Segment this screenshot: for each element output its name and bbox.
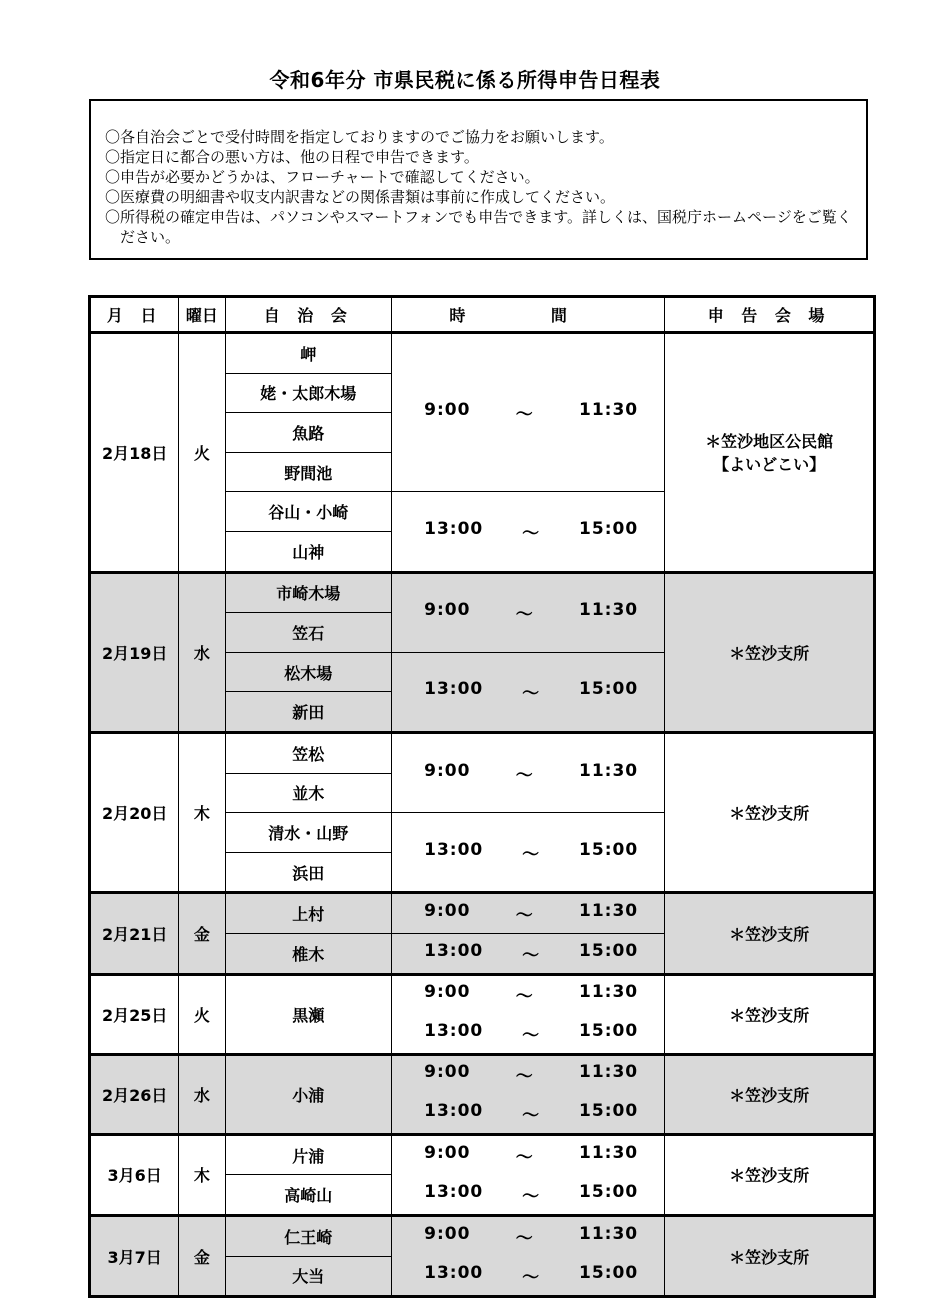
time-start: 13:00 bbox=[424, 679, 484, 700]
weekday-cell: 木 bbox=[179, 732, 225, 892]
venue-cell: ＊笠沙支所 bbox=[665, 1134, 875, 1215]
assoc-cell: 松木場 bbox=[225, 652, 392, 692]
time-start: 9:00 bbox=[424, 1224, 471, 1245]
table-row bbox=[90, 1134, 875, 1175]
time-dash: ～ bbox=[515, 906, 534, 927]
venue-cell: ＊笠沙支所 bbox=[665, 572, 875, 732]
date-cell: 2月19日 bbox=[90, 572, 179, 732]
note-text: 指定日に都合の悪い方は、他の日程で申告できます。 bbox=[120, 148, 479, 166]
weekday-cell: 木 bbox=[179, 1134, 225, 1215]
venue-cell: ＊笠沙支所 bbox=[665, 893, 875, 974]
time-cell bbox=[392, 1014, 665, 1054]
time-dash: ～ bbox=[522, 1106, 541, 1127]
time-cell bbox=[392, 813, 665, 893]
assoc-cell: 笠石 bbox=[225, 613, 392, 653]
date-cell: 3月7日 bbox=[90, 1216, 179, 1297]
time-end: 15:00 bbox=[579, 940, 639, 961]
time-cell bbox=[392, 1175, 665, 1216]
time-dash: ～ bbox=[522, 844, 541, 865]
circle-mark: 〇 bbox=[105, 128, 121, 146]
time-end: 15:00 bbox=[579, 1263, 639, 1284]
circle-mark: 〇 bbox=[105, 188, 121, 206]
assoc-cell: 野間池 bbox=[225, 452, 392, 492]
time-dash: ～ bbox=[522, 1187, 541, 1208]
note-text: 各自治会ごとで受付時間を指定しておりますのでご協力をお願いします。 bbox=[120, 128, 614, 146]
time-start: 13:00 bbox=[424, 1182, 484, 1203]
assoc-cell: 大当 bbox=[225, 1256, 392, 1297]
circle-mark: 〇 bbox=[105, 148, 121, 166]
weekday-cell: 金 bbox=[179, 893, 225, 974]
venue-cell: ＊笠沙支所 bbox=[665, 732, 875, 892]
header-weekday: 曜日 bbox=[179, 297, 225, 333]
time-end: 11:30 bbox=[579, 1062, 639, 1083]
weekday-cell: 火 bbox=[179, 333, 225, 573]
time-end: 15:00 bbox=[579, 1182, 639, 1203]
assoc-cell: 姥・太郎木場 bbox=[225, 373, 392, 413]
table-row bbox=[90, 1216, 875, 1257]
time-cell bbox=[392, 572, 665, 652]
time-start: 13:00 bbox=[424, 1020, 484, 1041]
assoc-cell: 清水・山野 bbox=[225, 813, 392, 853]
time-end: 11:30 bbox=[579, 600, 639, 621]
time-cell bbox=[392, 933, 665, 974]
note-text: 申告が必要かどうかは、フローチャートで確認してください。 bbox=[120, 168, 540, 186]
schedule-table bbox=[88, 295, 876, 1298]
time-cell bbox=[392, 893, 665, 934]
header-date: 月 日 bbox=[90, 297, 179, 333]
time-start: 13:00 bbox=[424, 1101, 484, 1122]
time-cell bbox=[392, 732, 665, 812]
weekday-cell: 火 bbox=[179, 974, 225, 1054]
time-dash: ～ bbox=[522, 684, 541, 705]
time-dash: ～ bbox=[515, 605, 534, 626]
header-assoc: 自 治 会 bbox=[225, 297, 392, 333]
time-cell bbox=[392, 652, 665, 732]
date-cell: 3月6日 bbox=[90, 1134, 179, 1215]
header-row bbox=[90, 297, 875, 333]
assoc-cell: 笠松 bbox=[225, 732, 392, 773]
time-start: 13:00 bbox=[424, 940, 484, 961]
time-end: 11:30 bbox=[579, 400, 639, 421]
venue-line: 【よいどこい】 bbox=[713, 455, 826, 475]
time-cell bbox=[392, 333, 665, 492]
assoc-cell: 山神 bbox=[225, 531, 392, 572]
assoc-cell: 浜田 bbox=[225, 852, 392, 893]
assoc-cell: 谷山・小崎 bbox=[225, 492, 392, 532]
time-start: 13:00 bbox=[424, 518, 484, 539]
date-cell: 2月26日 bbox=[90, 1054, 179, 1134]
assoc-cell: 上村 bbox=[225, 893, 392, 934]
table-row bbox=[90, 974, 875, 1014]
time-cell bbox=[392, 492, 665, 572]
note-text: 医療費の明細書や収支内訳書などの関係書類は事前に作成してください。 bbox=[120, 188, 616, 206]
time-cell bbox=[392, 1256, 665, 1297]
weekday-cell: 水 bbox=[179, 1054, 225, 1134]
note-item bbox=[105, 167, 852, 187]
assoc-cell: 並木 bbox=[225, 773, 392, 813]
header-venue: 申 告 会 場 bbox=[665, 297, 875, 333]
assoc-cell: 椎木 bbox=[225, 933, 392, 974]
time-start: 9:00 bbox=[424, 600, 471, 621]
assoc-cell: 市崎木場 bbox=[225, 572, 392, 613]
time-end: 11:30 bbox=[579, 1224, 639, 1245]
time-end: 11:30 bbox=[579, 901, 639, 922]
table-row bbox=[90, 333, 875, 374]
assoc-cell: 仁王崎 bbox=[225, 1216, 392, 1257]
time-cell bbox=[392, 974, 665, 1014]
time-start: 9:00 bbox=[424, 1142, 471, 1163]
time-end: 15:00 bbox=[579, 1101, 639, 1122]
note-item bbox=[105, 147, 852, 167]
time-cell bbox=[392, 1054, 665, 1094]
time-dash: ～ bbox=[515, 1229, 534, 1250]
circle-mark: 〇 bbox=[105, 168, 121, 186]
time-cell bbox=[392, 1134, 665, 1175]
table-row bbox=[90, 572, 875, 613]
date-cell: 2月25日 bbox=[90, 974, 179, 1054]
time-cell bbox=[392, 1094, 665, 1134]
date-cell: 2月21日 bbox=[90, 893, 179, 974]
time-dash: ～ bbox=[522, 523, 541, 544]
assoc-cell: 黒瀬 bbox=[225, 974, 392, 1054]
time-dash: ～ bbox=[515, 987, 534, 1008]
time-start: 9:00 bbox=[424, 760, 471, 781]
time-end: 11:30 bbox=[579, 982, 639, 1003]
note-item bbox=[105, 207, 852, 247]
time-dash: ～ bbox=[522, 1268, 541, 1289]
time-cell bbox=[392, 1216, 665, 1257]
assoc-cell: 小浦 bbox=[225, 1054, 392, 1134]
time-end: 15:00 bbox=[579, 1020, 639, 1041]
time-dash: ～ bbox=[515, 1147, 534, 1168]
date-cell: 2月18日 bbox=[90, 333, 179, 573]
table-row bbox=[90, 1054, 875, 1094]
venue-cell: ＊笠沙支所 bbox=[665, 974, 875, 1054]
assoc-cell: 片浦 bbox=[225, 1134, 392, 1175]
time-start: 9:00 bbox=[424, 901, 471, 922]
time-dash: ～ bbox=[522, 945, 541, 966]
note-item bbox=[105, 127, 852, 147]
date-cell: 2月20日 bbox=[90, 732, 179, 892]
assoc-cell: 高崎山 bbox=[225, 1175, 392, 1216]
time-end: 11:30 bbox=[579, 1142, 639, 1163]
time-start: 9:00 bbox=[424, 1062, 471, 1083]
time-end: 15:00 bbox=[579, 518, 639, 539]
time-end: 11:30 bbox=[579, 760, 639, 781]
time-start: 9:00 bbox=[424, 400, 471, 421]
weekday-cell: 金 bbox=[179, 1216, 225, 1297]
assoc-cell: 魚路 bbox=[225, 413, 392, 453]
time-end: 15:00 bbox=[579, 679, 639, 700]
time-start: 9:00 bbox=[424, 982, 471, 1003]
table-row bbox=[90, 732, 875, 773]
time-start: 13:00 bbox=[424, 839, 484, 860]
time-end: 15:00 bbox=[579, 839, 639, 860]
assoc-cell: 新田 bbox=[225, 692, 392, 733]
time-dash: ～ bbox=[515, 405, 534, 426]
page-title: 令和6年分 市県民税に係る所得申告日程表 bbox=[269, 68, 661, 92]
notes-box bbox=[89, 99, 868, 260]
circle-mark: 〇 bbox=[105, 208, 121, 226]
assoc-cell: 岬 bbox=[225, 333, 392, 374]
table-row bbox=[90, 893, 875, 934]
weekday-cell: 水 bbox=[179, 572, 225, 732]
venue-cell bbox=[665, 333, 875, 573]
note-item bbox=[105, 187, 852, 207]
time-dash: ～ bbox=[515, 765, 534, 786]
venue-cell: ＊笠沙支所 bbox=[665, 1054, 875, 1134]
header-time: 時 間 bbox=[392, 297, 665, 333]
note-text: 所得税の確定申告は、パソコンやスマートフォンでも申告できます。詳しくは、国税庁ホームページをご覧ください。 bbox=[120, 208, 852, 246]
time-start: 13:00 bbox=[424, 1263, 484, 1284]
venue-line: ＊笠沙地区公民館 bbox=[705, 432, 834, 452]
time-dash: ～ bbox=[522, 1025, 541, 1046]
venue-cell: ＊笠沙支所 bbox=[665, 1216, 875, 1297]
time-dash: ～ bbox=[515, 1067, 534, 1088]
